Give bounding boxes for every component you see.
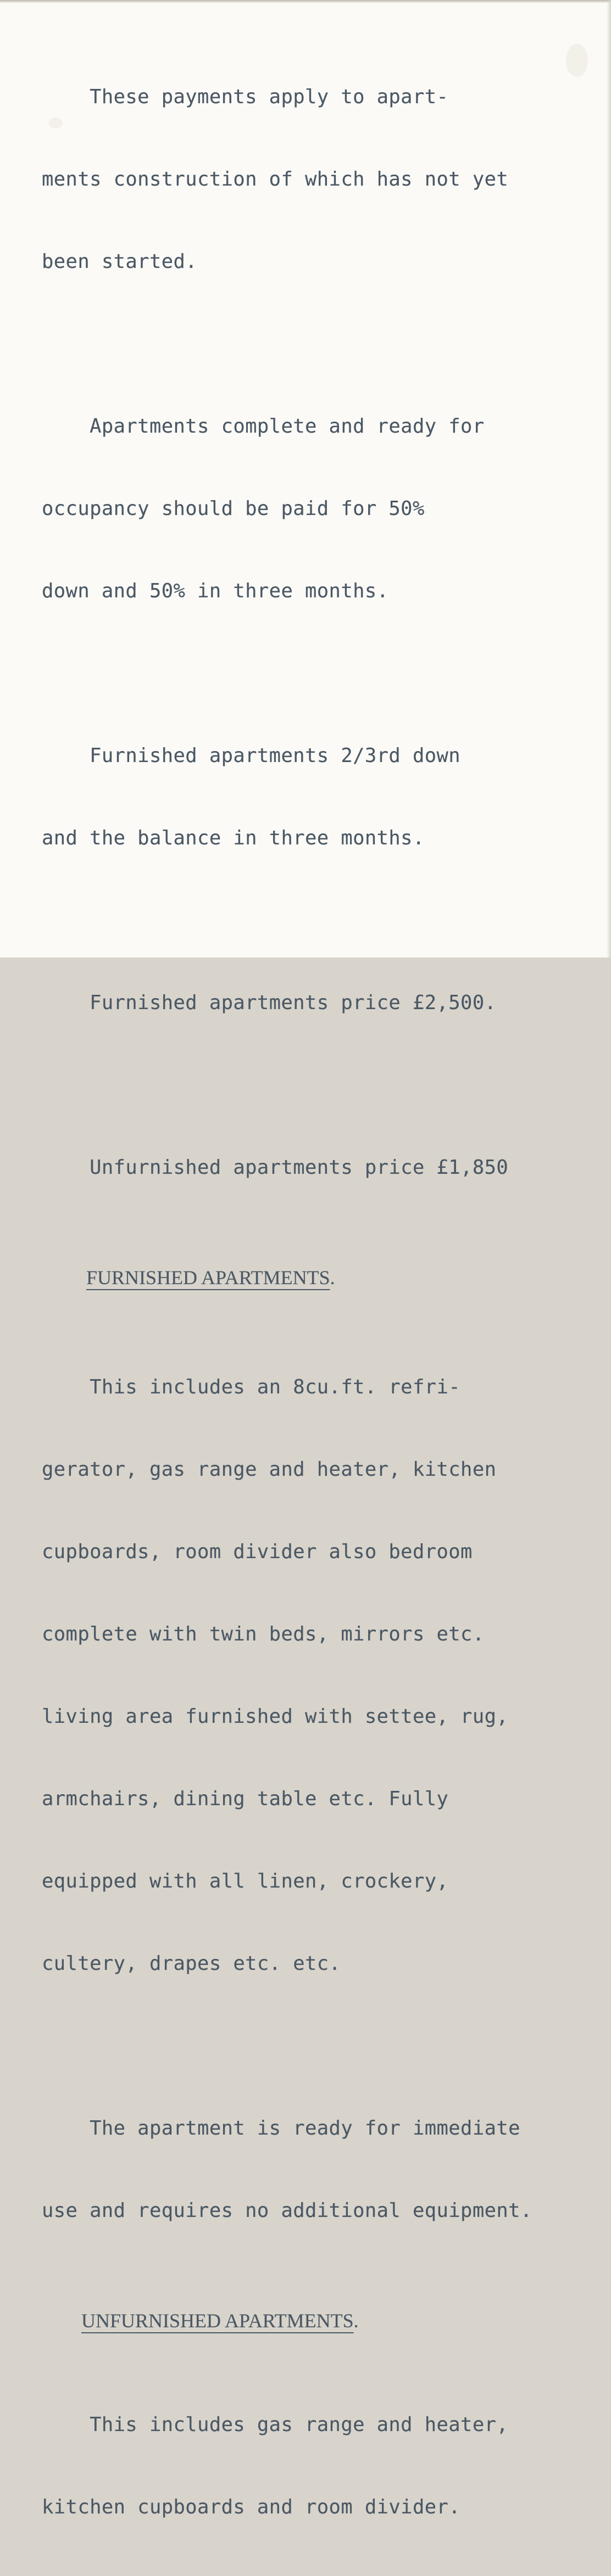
paragraph-gap <box>42 331 602 358</box>
paragraph-gap <box>42 1291 602 1319</box>
text-line: Furnished apartments price £2,500. <box>42 992 497 1014</box>
text-line: armchairs, dining table etc. Fully <box>42 1788 449 1810</box>
text-line: equipped with all linen, crockery, <box>42 1870 449 1892</box>
paragraph-gap <box>42 907 602 934</box>
text-line: Furnished apartments 2/3rd down <box>42 744 461 767</box>
paragraph-payments-note <box>42 29 602 331</box>
text-line: and the balance in three months. <box>42 827 425 849</box>
text-line: kitchen cupboards and room divider. <box>42 2496 461 2518</box>
heading-punctuation: . <box>353 2310 359 2332</box>
text-line: Unfurnished apartments price £1,850 <box>42 1156 509 1179</box>
text-line: This includes gas range and heater, <box>42 2413 509 2436</box>
text-line: down and 50% in three months. <box>42 580 389 602</box>
text-line: been started. <box>42 250 198 273</box>
text-line: gerator, gas range and heater, kitchen <box>42 1458 497 1481</box>
heading-text: FURNISHED APARTMENTS <box>86 1267 330 1289</box>
paragraph-gap <box>42 2334 602 2356</box>
paragraph-gap <box>42 660 602 687</box>
paragraph-ready-for-use <box>42 2060 602 2280</box>
text-line: These payments apply to apart- <box>42 86 449 108</box>
heading-punctuation: . <box>330 1267 335 1289</box>
text-line: The apartment is ready for immediate <box>42 2117 520 2140</box>
text-line: cupboards, room divider also bedroom <box>42 1541 473 1563</box>
text-line: occupancy should be paid for 50% <box>42 497 425 520</box>
paragraph-unfurnished-description <box>42 2356 602 2576</box>
paragraph-gap <box>42 1236 602 1264</box>
paragraph-gap <box>42 2280 602 2307</box>
paragraph-furnished-terms <box>42 687 602 907</box>
text-line: living area furnished with settee, rug, <box>42 1705 509 1728</box>
paragraph-unfurnished-price <box>42 1099 602 1236</box>
paragraph-gap <box>42 2032 602 2060</box>
paragraph-complete-apartments <box>42 358 602 660</box>
paragraph-furnished-description <box>42 1319 602 2032</box>
heading-furnished-apartments <box>42 1264 602 1291</box>
paragraph-gap <box>42 1072 602 1099</box>
heading-unfurnished-apartments <box>42 2307 602 2334</box>
text-line: use and requires no additional equipment. <box>42 2199 532 2222</box>
text-line: This includes an 8cu.ft. refri- <box>42 1376 461 1398</box>
text-line: ments construction of which has not yet <box>42 168 509 191</box>
heading-text: UNFURNISHED APARTMENTS <box>81 2310 354 2332</box>
paragraph-furnished-price <box>42 934 602 1072</box>
text-line: Apartments complete and ready for <box>42 415 485 438</box>
document-body <box>42 29 602 2576</box>
text-line: cultery, drapes etc. etc. <box>42 1952 341 1975</box>
text-line: complete with twin beds, mirrors etc. <box>42 1623 485 1645</box>
